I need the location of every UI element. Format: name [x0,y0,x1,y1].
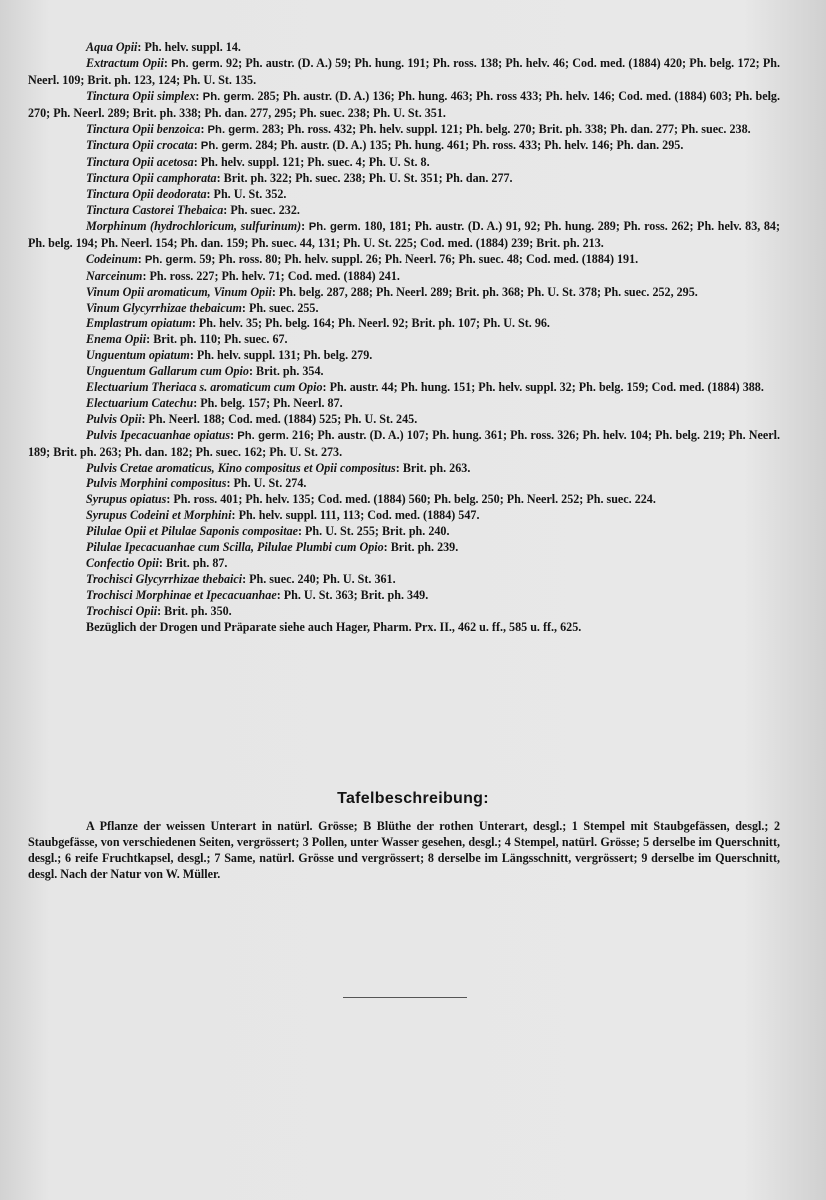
pharmacopoeia-germ-ref: Ph. germ. [202,90,255,103]
preparation-entry [28,187,780,203]
preparation-name: Pulvis Ipecacuanhae opiatus [86,427,231,442]
pharmacopoeia-refs: : [163,55,172,70]
pharmacopoeia-refs: : Ph. belg. 287, 288; Ph. Neerl. 289; Brit. ph. 368; Ph. U. St. 378; Ph. suec. 252, 295. [271,284,698,299]
pharmacopoeia-refs: : Brit. ph. 239. [383,540,459,555]
preparation-entry [28,252,780,269]
pharmacopoeia-refs: : [301,218,309,233]
pharmacopoeia-refs: 59; Ph. ross. 80; Ph. helv. suppl. 26; Ph. Neerl. 76; Ph. suec. 48; Cod. med. (1884) 191. [196,251,639,266]
pharmacopoeia-refs: : Ph. helv. 35; Ph. belg. 164; Ph. Neerl. 92; Brit. ph. 107; Ph. U. St. 96. [191,316,550,331]
preparation-entry [28,219,780,252]
preparation-name: Tinctura Castorei Thebaica [86,203,224,218]
preparation-name: Tinctura Opii deodorata [86,187,207,202]
pharmacopoeia-refs: 216; Ph. austr. (D. A.) 107; Ph. hung. 361; Ph. ross. 326; Ph. helv. 104; Ph. belg. 219; Ph. Neerl. 189; Brit. ph. 263; Ph. dan. 182; Ph. suec. 162; Ph. U. St. 273. [28,427,780,459]
pharmacopoeia-refs: : Ph. ross. 227; Ph. helv. 71; Cod. med. (1884) 241. [142,268,400,283]
preparation-entry [28,428,780,461]
preparation-entry [28,540,780,556]
preparation-name: Tinctura Opii acetosa [86,155,194,170]
preparation-name: Codeinum [86,251,138,266]
preparation-name: Tinctura Opii benzoica [86,121,201,136]
preparation-entry [28,155,780,171]
pharmacopoeia-refs: : [137,251,145,266]
pharmacopoeia-refs: : Ph. austr. 44; Ph. hung. 151; Ph. helv. suppl. 32; Ph. belg. 159; Cod. med. (1884) 388. [322,380,764,395]
pharmacopoeia-refs: : [230,427,238,442]
pharmacopoeia-refs: : Ph. ross. 401; Ph. helv. 135; Cod. med. (1884) 560; Ph. belg. 250; Ph. Neerl. 252; Ph. suec. 224. [166,492,656,507]
preparation-entry [28,171,780,187]
pharmacopoeia-refs: : Ph. U. St. 363; Brit. ph. 349. [276,587,429,602]
pharmacopoeia-refs: : Ph. U. St. 274. [226,476,307,491]
preparation-name: Syrupus Codeini et Morphini [86,508,232,523]
pharmacopoeia-refs: : Brit. ph. 110; Ph. suec. 67. [146,332,288,347]
preparation-entry [28,332,780,348]
preparation-entry [28,524,780,540]
pharmacopoeia-refs: : Brit. ph. 350. [157,603,232,618]
pharmacopoeia-refs: : [193,138,201,153]
preparation-entry [28,269,780,285]
preparation-name: Pulvis Cretae aromaticus, Kino compositus et Opii compositus [86,460,396,475]
pharmacopoeia-refs: : Ph. suec. 232. [223,203,300,218]
preparation-entry [28,604,780,620]
closing-rule [343,997,467,998]
pharmacopoeia-germ-ref: Ph. germ. [200,140,253,153]
pharmacopoeia-refs: : Ph. suec. 255. [241,300,319,315]
preparation-name: Unguentum Gallarum cum Opio [86,364,249,379]
pharmacopoeia-refs: : Ph. helv. suppl. 131; Ph. belg. 279. [189,348,373,363]
pharmacopoeia-refs: : Ph. helv. suppl. 121; Ph. suec. 4; Ph. U. St. 8. [193,155,430,170]
preparation-name: Confectio Opii [86,556,159,570]
preparation-name: Aqua Opii [86,40,138,54]
preparation-entry [28,476,780,492]
preparation-entry [28,348,780,364]
preparation-entry [28,508,780,524]
pharmacopoeia-refs: 92; Ph. austr. (D. A.) 59; Ph. hung. 191; Ph. ross. 138; Ph. helv. 46; Cod. med. (1884) 420; Ph. belg. 172; Ph. Neerl. 109; Brit. ph. 123, 124; Ph. U. St. 135. [28,55,780,87]
pharmacopoeia-refs: : Ph. U. St. 255; Brit. ph. 240. [297,524,450,539]
preparation-entry [28,492,780,508]
preparation-entry [28,380,780,396]
pharmacopoeia-germ-ref: Ph. germ. [308,220,361,233]
pharmacopoeia-refs: : Brit. ph. 87. [158,556,228,570]
preparation-entry [28,40,780,56]
pharmacopoeia-refs: : Ph. U. St. 352. [206,187,287,202]
preparation-name: Electuarium Catechu [86,395,194,410]
pharmacopoeia-refs: : Ph. suec. 240; Ph. U. St. 361. [242,571,396,586]
preparation-entry [28,588,780,604]
preparation-entry [28,316,780,332]
preparation-name: Trochisci Opii [86,603,158,618]
preparation-entry [28,56,780,89]
preparation-entry [28,89,780,122]
pharmacopoeia-refs: : Brit. ph. 354. [248,364,324,379]
pharmacopoeia-refs: : [200,121,208,136]
preparation-entry [28,203,780,219]
preparation-entry [28,285,780,301]
pharmacopoeia-refs: : [195,88,203,103]
preparation-name: Tinctura Opii crocata [86,138,194,153]
preparation-name: Vinum Glycyrrhizae thebaicum [86,300,242,315]
pharmacopoeia-refs: : Ph. helv. suppl. 111, 113; Cod. med. (1884) 547. [231,508,480,523]
preparation-name: Electuarium Theriaca s. aromaticum cum Opio [86,380,323,395]
preparation-entry [28,412,780,428]
preparation-name: Trochisci Morphinae et Ipecacuanhae [86,587,277,602]
preparation-name: Pulvis Morphini compositus [86,476,227,491]
pharmacopoeia-germ-ref: Ph. germ. [171,57,223,70]
preparation-name: Tinctura Opii camphorata [86,171,217,186]
preparation-name: Morphinum (hydrochloricum, sulfurinum) [86,218,302,233]
preparation-name: Pilulae Ipecacuanhae cum Scilla, Pilulae Plumbi cum Opio [86,540,384,555]
plate-description-heading: Tafelbeschreibung: [337,790,489,807]
preparation-name: Enema Opii [86,332,147,347]
preparation-name: Extractum Opii [86,55,164,70]
pharmacopoeia-refs: : Ph. Neerl. 188; Cod. med. (1884) 525; Ph. U. St. 245. [141,411,418,426]
pharmacopoeia-refs: : Brit. ph. 322; Ph. suec. 238; Ph. U. St. 351; Ph. dan. 277. [216,171,513,186]
pharmacopoeia-germ-ref: Ph. germ. [207,123,259,136]
pharmacopoeia-refs: : Ph. helv. suppl. 14. [137,40,241,54]
preparation-name: Pulvis Opii [86,411,142,426]
preparation-name: Syrupus opiatus [86,492,167,507]
preparation-name: Vinum Opii aromaticum, Vinum Opii [86,284,272,299]
pharmacopoeia-germ-ref: Ph. germ. [144,253,197,266]
pharmacopoeia-refs: : Brit. ph. 263. [395,460,471,475]
preparation-entry [28,461,780,477]
preparation-entry [28,138,780,155]
preparation-name: Narceinum [86,268,143,283]
pharmacopoeia-refs: 284; Ph. austr. (D. A.) 135; Ph. hung. 461; Ph. ross. 433; Ph. helv. 146; Ph. dan. 295. [252,138,684,153]
preparation-name: Pilulae Opii et Pilulae Saponis compositae [86,524,298,539]
preparation-entry [28,364,780,380]
pharmacopoeia-refs: 285; Ph. austr. (D. A.) 136; Ph. hung. 463; Ph. ross 433; Ph. helv. 146; Cod. med. (1884) 603; Ph. belg. 270; Ph. Neerl. 289; Brit. ph. 338; Ph. dan. 277, 295; Ph. suec. 238; Ph. U. St. 351. [28,88,780,120]
preparation-entry [28,301,780,317]
preparation-list [28,40,780,636]
preparation-entry [28,122,780,139]
pharmacopoeia-refs: : Ph. belg. 157; Ph. Neerl. 87. [193,395,343,410]
plate-description-text: A Pflanze der weissen Unterart in natürl. Grösse; B Blüthe der rothen Unterart, desgl.; 1 Stempel mit Staubgefässen, desgl.; 2 Staubgefässe, von verschiedenen Seiten, vergrössert; 3 Pollen, unter Wasser gesehen, desgl.; 4 Stempel, natürl. Grösse; 5 derselbe im Querschnitt, desgl.; 6 reife Fruchtkapsel, desgl.; 7 Same, natürl. Grösse und vergrössert; 8 derselbe im Längsschnitt, vergrössert; 9 derselbe im Querschnitt, desgl. Nach der Natur von W. Müller. [28,819,780,881]
preparation-name: Trochisci Glycyrrhizae thebaici [86,571,243,586]
pharmacopoeia-refs: 180, 181; Ph. austr. (D. A.) 91, 92; Ph. hung. 289; Ph. ross. 262; Ph. helv. 83, 84; Ph. belg. 194; Ph. Neerl. 154; Ph. dan. 159; Ph. suec. 44, 131; Ph. U. St. 225; Cod. med. (1884) 239; Brit. ph. 213. [28,218,780,250]
preparation-entry [28,572,780,588]
preparation-name: Tinctura Opii simplex [86,88,196,103]
pharmacopoeia-refs: Bezüglich der Drogen und Präparate siehe auch Hager, Pharm. Prx. II., 462 u. ff., 585 u. ff., 625. [86,619,582,634]
preparation-entry [28,620,780,636]
preparation-name: Unguentum opiatum [86,348,190,363]
preparation-entry [28,556,780,572]
preparation-entry [28,396,780,412]
preparation-name: Emplastrum opiatum [86,316,192,331]
pharmacopoeia-refs: 283; Ph. ross. 432; Ph. helv. suppl. 121; Ph. belg. 270; Brit. ph. 338; Ph. dan. 277; Ph. suec. 238. [259,121,751,136]
pharmacopoeia-germ-ref: Ph. germ. [237,429,289,442]
